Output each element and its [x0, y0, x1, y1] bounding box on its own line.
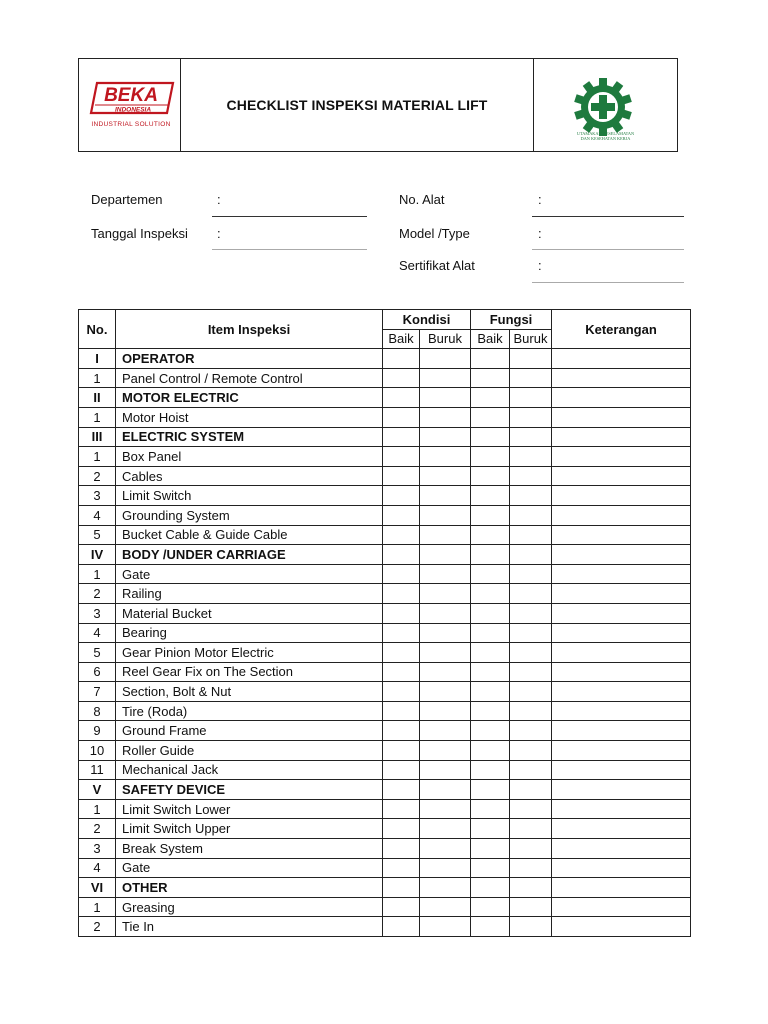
fungsi-baik-cell[interactable]	[471, 878, 510, 898]
checklist-body	[79, 349, 691, 937]
row-item: OTHER	[116, 878, 383, 898]
fungsi-buruk-cell[interactable]	[510, 701, 552, 721]
keterangan-cell[interactable]	[552, 603, 691, 623]
row-number: 11	[79, 760, 116, 780]
kondisi-baik-cell[interactable]	[383, 799, 420, 819]
keterangan-cell[interactable]	[552, 819, 691, 839]
row-item: Limit Switch Lower	[116, 799, 383, 819]
kondisi-buruk-cell[interactable]	[420, 839, 471, 859]
fungsi-baik-cell[interactable]	[471, 447, 510, 467]
table-row	[79, 643, 691, 663]
kondisi-baik-cell[interactable]	[383, 721, 420, 741]
kondisi-baik-cell[interactable]	[383, 741, 420, 761]
kondisi-buruk-cell[interactable]	[420, 819, 471, 839]
row-number: I	[79, 349, 116, 369]
section-row	[79, 427, 691, 447]
row-item: Grounding System	[116, 505, 383, 525]
kondisi-baik-cell[interactable]	[383, 662, 420, 682]
keterangan-cell[interactable]	[552, 486, 691, 506]
kondisi-baik-cell[interactable]	[383, 486, 420, 506]
table-row	[79, 701, 691, 721]
row-item: Motor Hoist	[116, 407, 383, 427]
keterangan-cell[interactable]	[552, 839, 691, 859]
row-item: Material Bucket	[116, 603, 383, 623]
company-logo-cell	[79, 59, 181, 151]
fungsi-baik-cell[interactable]	[471, 701, 510, 721]
section-row	[79, 878, 691, 898]
keterangan-cell[interactable]	[552, 858, 691, 878]
section-row	[79, 780, 691, 800]
beka-logo	[89, 81, 175, 115]
fungsi-baik-cell[interactable]	[471, 368, 510, 388]
k3-logo-cell	[533, 59, 677, 151]
fungsi-baik-cell[interactable]	[471, 780, 510, 800]
row-number: 1	[79, 564, 116, 584]
row-number: 2	[79, 819, 116, 839]
row-item: Reel Gear Fix on The Section	[116, 662, 383, 682]
table-row	[79, 741, 691, 761]
kondisi-buruk-cell[interactable]	[420, 505, 471, 525]
table-row	[79, 819, 691, 839]
row-number: 1	[79, 799, 116, 819]
row-item: Ground Frame	[116, 721, 383, 741]
kondisi-buruk-cell[interactable]	[420, 466, 471, 486]
row-item: Gate	[116, 564, 383, 584]
fungsi-buruk-cell[interactable]	[510, 466, 552, 486]
kondisi-buruk-cell[interactable]	[420, 780, 471, 800]
fungsi-buruk-cell[interactable]	[510, 917, 552, 937]
keterangan-cell[interactable]	[552, 505, 691, 525]
keterangan-cell[interactable]	[552, 662, 691, 682]
fungsi-baik-cell[interactable]	[471, 427, 510, 447]
fungsi-baik-cell[interactable]	[471, 623, 510, 643]
table-row	[79, 584, 691, 604]
row-number: III	[79, 427, 116, 447]
kondisi-buruk-cell[interactable]	[420, 682, 471, 702]
row-item: Tire (Roda)	[116, 701, 383, 721]
kondisi-buruk-cell[interactable]	[420, 858, 471, 878]
fungsi-baik-cell[interactable]	[471, 643, 510, 663]
header-kondisi: Kondisi	[383, 310, 471, 330]
departemen-field[interactable]	[212, 216, 367, 217]
keterangan-cell[interactable]	[552, 545, 691, 565]
fungsi-buruk-cell[interactable]	[510, 623, 552, 643]
fungsi-baik-cell[interactable]	[471, 858, 510, 878]
row-item: Greasing	[116, 897, 383, 917]
row-item: Gear Pinion Motor Electric	[116, 643, 383, 663]
no-alat-field[interactable]	[532, 216, 684, 217]
row-number: 4	[79, 858, 116, 878]
fungsi-buruk-cell[interactable]	[510, 407, 552, 427]
row-number: 1	[79, 447, 116, 467]
kondisi-baik-cell[interactable]	[383, 701, 420, 721]
fungsi-buruk-cell[interactable]	[510, 878, 552, 898]
logo-tagline: INDUSTRIAL SOLUTION	[91, 121, 171, 128]
fungsi-buruk-cell[interactable]	[510, 643, 552, 663]
fungsi-buruk-cell[interactable]	[510, 682, 552, 702]
fungsi-buruk-cell[interactable]	[510, 349, 552, 369]
fungsi-baik-cell[interactable]	[471, 486, 510, 506]
kondisi-buruk-cell[interactable]	[420, 721, 471, 741]
header-item-inspeksi: Item Inspeksi	[116, 310, 383, 349]
fungsi-baik-cell[interactable]	[471, 839, 510, 859]
row-number: 9	[79, 721, 116, 741]
fungsi-baik-cell[interactable]	[471, 897, 510, 917]
fungsi-baik-cell[interactable]	[471, 349, 510, 369]
logo-sub: INDONESIA	[114, 106, 152, 114]
kondisi-baik-cell[interactable]	[383, 388, 420, 408]
fungsi-baik-cell[interactable]	[471, 603, 510, 623]
header-fungsi-baik: Baik	[471, 329, 510, 349]
keterangan-cell[interactable]	[552, 780, 691, 800]
table-row	[79, 839, 691, 859]
table-row	[79, 505, 691, 525]
fungsi-baik-cell[interactable]	[471, 525, 510, 545]
keterangan-cell[interactable]	[552, 525, 691, 545]
row-number: II	[79, 388, 116, 408]
row-item: BODY /UNDER CARRIAGE	[116, 545, 383, 565]
kondisi-baik-cell[interactable]	[383, 427, 420, 447]
kondisi-baik-cell[interactable]	[383, 407, 420, 427]
fungsi-buruk-cell[interactable]	[510, 388, 552, 408]
row-item: Panel Control / Remote Control	[116, 368, 383, 388]
model-type-label: Model /Type	[399, 226, 470, 241]
kondisi-buruk-cell[interactable]	[420, 623, 471, 643]
row-item: SAFETY DEVICE	[116, 780, 383, 800]
table-row	[79, 799, 691, 819]
row-number: 8	[79, 701, 116, 721]
fungsi-buruk-cell[interactable]	[510, 368, 552, 388]
table-row	[79, 917, 691, 937]
row-item: MOTOR ELECTRIC	[116, 388, 383, 408]
row-item: Box Panel	[116, 447, 383, 467]
header-keterangan: Keterangan	[552, 310, 691, 349]
kondisi-buruk-cell[interactable]	[420, 545, 471, 565]
row-item: Gate	[116, 858, 383, 878]
row-number: 2	[79, 917, 116, 937]
kondisi-buruk-cell[interactable]	[420, 662, 471, 682]
fungsi-buruk-cell[interactable]	[510, 662, 552, 682]
table-row	[79, 466, 691, 486]
document-header	[78, 58, 678, 152]
logo-text: BEKA	[104, 85, 158, 106]
row-number: 3	[79, 839, 116, 859]
keterangan-cell[interactable]	[552, 799, 691, 819]
kondisi-buruk-cell[interactable]	[420, 388, 471, 408]
kondisi-buruk-cell[interactable]	[420, 427, 471, 447]
kondisi-baik-cell[interactable]	[383, 447, 420, 467]
kondisi-baik-cell[interactable]	[383, 839, 420, 859]
table-row	[79, 662, 691, 682]
keterangan-cell[interactable]	[552, 584, 691, 604]
kondisi-baik-cell[interactable]	[383, 780, 420, 800]
kondisi-buruk-cell[interactable]	[420, 407, 471, 427]
kondisi-buruk-cell[interactable]	[420, 897, 471, 917]
fungsi-buruk-cell[interactable]	[510, 760, 552, 780]
header-fungsi-buruk: Buruk	[510, 329, 552, 349]
tanggal-colon: :	[217, 226, 221, 241]
keterangan-cell[interactable]	[552, 564, 691, 584]
keterangan-cell[interactable]	[552, 917, 691, 937]
row-item: OPERATOR	[116, 349, 383, 369]
kondisi-buruk-cell[interactable]	[420, 643, 471, 663]
kondisi-baik-cell[interactable]	[383, 897, 420, 917]
sertifikat-alat-label: Sertifikat Alat	[399, 258, 475, 273]
fungsi-buruk-cell[interactable]	[510, 525, 552, 545]
row-number: 5	[79, 525, 116, 545]
kondisi-buruk-cell[interactable]	[420, 760, 471, 780]
fungsi-buruk-cell[interactable]	[510, 741, 552, 761]
tanggal-inspeksi-field[interactable]	[212, 249, 367, 250]
row-number: V	[79, 780, 116, 800]
row-item: Railing	[116, 584, 383, 604]
row-item: Limit Switch	[116, 486, 383, 506]
keterangan-cell[interactable]	[552, 682, 691, 702]
model-colon: :	[538, 226, 542, 241]
fungsi-baik-cell[interactable]	[471, 545, 510, 565]
no-alat-label: No. Alat	[399, 192, 445, 207]
row-item: Roller Guide	[116, 741, 383, 761]
row-number: 4	[79, 505, 116, 525]
fungsi-buruk-cell[interactable]	[510, 799, 552, 819]
fungsi-baik-cell[interactable]	[471, 584, 510, 604]
table-row	[79, 760, 691, 780]
keterangan-cell[interactable]	[552, 897, 691, 917]
k3-gear-cross-icon	[573, 77, 633, 137]
keterangan-cell[interactable]	[552, 643, 691, 663]
kondisi-baik-cell[interactable]	[383, 584, 420, 604]
keterangan-cell[interactable]	[552, 623, 691, 643]
kondisi-buruk-cell[interactable]	[420, 878, 471, 898]
fungsi-buruk-cell[interactable]	[510, 447, 552, 467]
table-row	[79, 603, 691, 623]
kondisi-baik-cell[interactable]	[383, 466, 420, 486]
table-row	[79, 368, 691, 388]
keterangan-cell[interactable]	[552, 878, 691, 898]
kondisi-baik-cell[interactable]	[383, 878, 420, 898]
no-alat-colon: :	[538, 192, 542, 207]
fungsi-baik-cell[interactable]	[471, 721, 510, 741]
table-row	[79, 525, 691, 545]
row-item: Bearing	[116, 623, 383, 643]
table-row	[79, 564, 691, 584]
kondisi-buruk-cell[interactable]	[420, 584, 471, 604]
fungsi-buruk-cell[interactable]	[510, 839, 552, 859]
kondisi-baik-cell[interactable]	[383, 858, 420, 878]
fungsi-baik-cell[interactable]	[471, 682, 510, 702]
keterangan-cell[interactable]	[552, 368, 691, 388]
row-number: 2	[79, 466, 116, 486]
kondisi-baik-cell[interactable]	[383, 368, 420, 388]
kondisi-baik-cell[interactable]	[383, 603, 420, 623]
row-number: 3	[79, 603, 116, 623]
kondisi-baik-cell[interactable]	[383, 760, 420, 780]
fungsi-buruk-cell[interactable]	[510, 505, 552, 525]
document-title: CHECKLIST INSPEKSI MATERIAL LIFT	[226, 97, 488, 113]
row-number: 5	[79, 643, 116, 663]
fungsi-buruk-cell[interactable]	[510, 603, 552, 623]
row-item: Tie In	[116, 917, 383, 937]
kondisi-baik-cell[interactable]	[383, 819, 420, 839]
table-row	[79, 447, 691, 467]
row-number: 1	[79, 368, 116, 388]
k3-slogan: UTAMAKAN KESELAMATAN DAN KESEHATAN KERJA	[576, 131, 635, 141]
kondisi-buruk-cell[interactable]	[420, 349, 471, 369]
fungsi-buruk-cell[interactable]	[510, 564, 552, 584]
table-row	[79, 897, 691, 917]
keterangan-cell[interactable]	[552, 349, 691, 369]
fungsi-buruk-cell[interactable]	[510, 858, 552, 878]
header-fungsi: Fungsi	[471, 310, 552, 330]
kondisi-baik-cell[interactable]	[383, 643, 420, 663]
row-item: Cables	[116, 466, 383, 486]
row-item: ELECTRIC SYSTEM	[116, 427, 383, 447]
keterangan-cell[interactable]	[552, 466, 691, 486]
table-row	[79, 721, 691, 741]
kondisi-buruk-cell[interactable]	[420, 741, 471, 761]
fungsi-baik-cell[interactable]	[471, 388, 510, 408]
tanggal-inspeksi-label: Tanggal Inspeksi	[91, 226, 188, 241]
row-number: 4	[79, 623, 116, 643]
keterangan-cell[interactable]	[552, 427, 691, 447]
kondisi-baik-cell[interactable]	[383, 545, 420, 565]
table-row	[79, 407, 691, 427]
fungsi-baik-cell[interactable]	[471, 917, 510, 937]
table-row	[79, 486, 691, 506]
section-row	[79, 388, 691, 408]
row-item: Mechanical Jack	[116, 760, 383, 780]
kondisi-buruk-cell[interactable]	[420, 603, 471, 623]
fungsi-baik-cell[interactable]	[471, 505, 510, 525]
fungsi-baik-cell[interactable]	[471, 760, 510, 780]
row-number: 6	[79, 662, 116, 682]
table-row	[79, 858, 691, 878]
kondisi-baik-cell[interactable]	[383, 682, 420, 702]
row-item: Bucket Cable & Guide Cable	[116, 525, 383, 545]
row-number: VI	[79, 878, 116, 898]
kondisi-baik-cell[interactable]	[383, 917, 420, 937]
kondisi-baik-cell[interactable]	[383, 525, 420, 545]
keterangan-cell[interactable]	[552, 721, 691, 741]
kondisi-baik-cell[interactable]	[383, 505, 420, 525]
keterangan-cell[interactable]	[552, 701, 691, 721]
inspection-checklist-table	[78, 309, 691, 937]
row-number: 1	[79, 897, 116, 917]
fungsi-baik-cell[interactable]	[471, 799, 510, 819]
kondisi-buruk-cell[interactable]	[420, 447, 471, 467]
keterangan-cell[interactable]	[552, 741, 691, 761]
keterangan-cell[interactable]	[552, 760, 691, 780]
kondisi-buruk-cell[interactable]	[420, 368, 471, 388]
keterangan-cell[interactable]	[552, 388, 691, 408]
fungsi-buruk-cell[interactable]	[510, 897, 552, 917]
kondisi-baik-cell[interactable]	[383, 623, 420, 643]
row-number: 10	[79, 741, 116, 761]
kondisi-buruk-cell[interactable]	[420, 564, 471, 584]
header-no: No.	[79, 310, 116, 349]
model-type-field[interactable]	[532, 249, 684, 250]
fungsi-baik-cell[interactable]	[471, 741, 510, 761]
departemen-colon: :	[217, 192, 221, 207]
section-row	[79, 349, 691, 369]
row-number: 3	[79, 486, 116, 506]
fungsi-baik-cell[interactable]	[471, 466, 510, 486]
fungsi-buruk-cell[interactable]	[510, 584, 552, 604]
section-row	[79, 545, 691, 565]
kondisi-buruk-cell[interactable]	[420, 917, 471, 937]
header-kondisi-buruk: Buruk	[420, 329, 471, 349]
kondisi-buruk-cell[interactable]	[420, 701, 471, 721]
fungsi-buruk-cell[interactable]	[510, 486, 552, 506]
row-item: Section, Bolt & Nut	[116, 682, 383, 702]
fungsi-baik-cell[interactable]	[471, 407, 510, 427]
table-row	[79, 623, 691, 643]
kondisi-buruk-cell[interactable]	[420, 525, 471, 545]
row-item: Limit Switch Upper	[116, 819, 383, 839]
kondisi-baik-cell[interactable]	[383, 564, 420, 584]
row-number: 7	[79, 682, 116, 702]
keterangan-cell[interactable]	[552, 447, 691, 467]
fungsi-baik-cell[interactable]	[471, 662, 510, 682]
row-number: IV	[79, 545, 116, 565]
table-row	[79, 682, 691, 702]
fungsi-buruk-cell[interactable]	[510, 545, 552, 565]
kondisi-buruk-cell[interactable]	[420, 799, 471, 819]
row-number: 1	[79, 407, 116, 427]
fungsi-baik-cell[interactable]	[471, 819, 510, 839]
header-kondisi-baik: Baik	[383, 329, 420, 349]
kondisi-baik-cell[interactable]	[383, 349, 420, 369]
fungsi-buruk-cell[interactable]	[510, 819, 552, 839]
sertifikat-colon: :	[538, 258, 542, 273]
row-item: Break System	[116, 839, 383, 859]
keterangan-cell[interactable]	[552, 407, 691, 427]
fungsi-buruk-cell[interactable]	[510, 721, 552, 741]
kondisi-buruk-cell[interactable]	[420, 486, 471, 506]
departemen-label: Departemen	[91, 192, 163, 207]
fungsi-baik-cell[interactable]	[471, 564, 510, 584]
fungsi-buruk-cell[interactable]	[510, 780, 552, 800]
row-number: 2	[79, 584, 116, 604]
sertifikat-alat-field[interactable]	[532, 282, 684, 283]
fungsi-buruk-cell[interactable]	[510, 427, 552, 447]
